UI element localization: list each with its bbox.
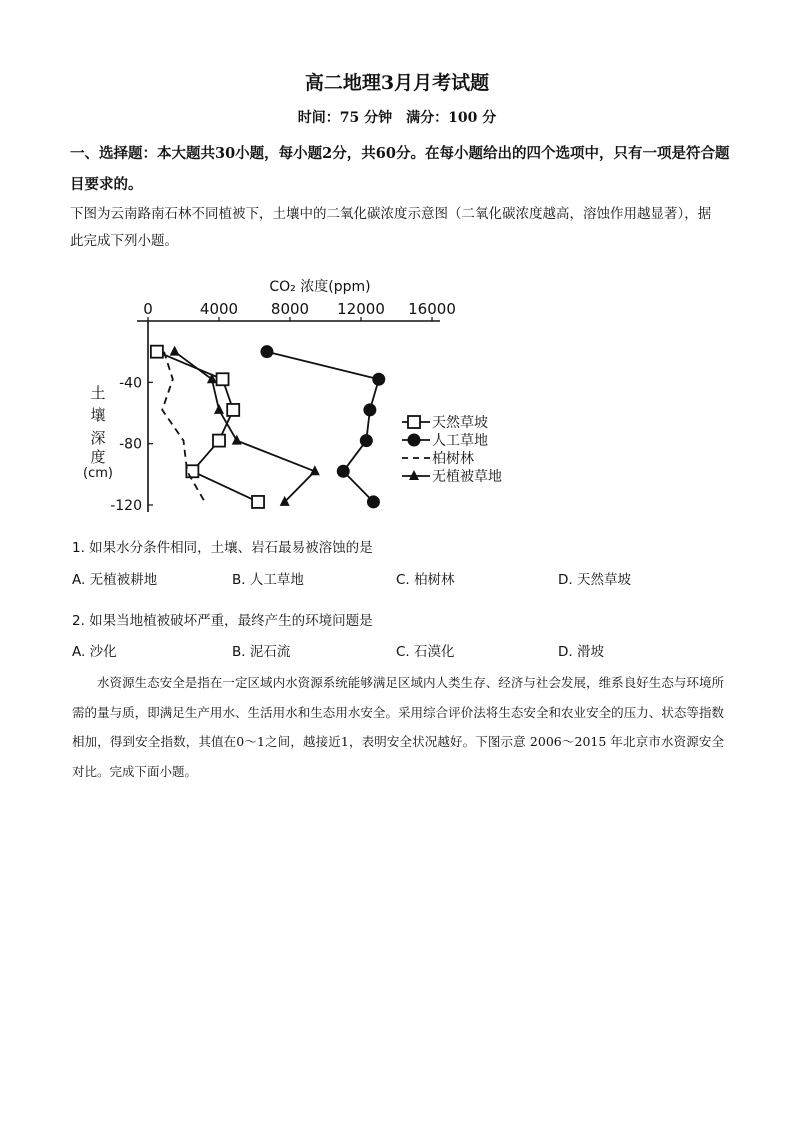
q1-option-d[interactable]: D. 天然草坡 (558, 572, 631, 588)
square-marker (213, 435, 225, 447)
circle-marker (363, 403, 376, 416)
legend-label: 柏树林 (432, 451, 474, 467)
x-tick-label: 0 (143, 300, 153, 318)
legend-label: 人工草地 (432, 433, 488, 449)
q1-option-c[interactable]: C. 柏树林 (396, 572, 455, 588)
co2-chart (72, 268, 528, 520)
q2-option-b[interactable]: B. 泥石流 (232, 644, 291, 660)
y-axis-label-char: 度 (90, 448, 106, 466)
y-axis-label-char: 土 (90, 384, 106, 402)
legend-label: 无植被草地 (432, 469, 502, 485)
page-title: 高二地理3月月考试题 (304, 72, 490, 94)
legend-item (402, 415, 488, 431)
circle-marker (372, 373, 385, 386)
circle-marker (408, 434, 421, 447)
circle-marker (367, 495, 380, 508)
circle-marker (337, 465, 350, 478)
y-axis-label-char: (cm) (83, 466, 113, 481)
reading-passage: 水资源生态安全是指在一定区域内水资源系统能够满足区域内人类生存、经济与社会发展，维系良好生态与环境所需的量与质，即满足生产用水、生活用水和生态用水安全。采用综合评价法将生态安全和农业安全的压力、状态等指数相加，得到安全指数，其值在0～1之间，越接近1，表明安全状况越好。下图示意 2006～2015 年北京市水资源安全对比。完成下面小题。 (72, 675, 724, 779)
square-marker (227, 404, 239, 416)
exam-time-score: 时间：75 分钟 满分：100 分 (297, 110, 497, 126)
question-1-stem: 1. 如果水分条件相同，土壤、岩石最易被溶蚀的是 (72, 540, 373, 556)
section-heading: 一、选择题：本大题共30小题，每小题2分，共60分。在每小题给出的四个选项中，只有一项是符合题目要求的。 (70, 145, 730, 193)
y-tick-label: -120 (110, 498, 142, 514)
legend-label: 天然草坡 (432, 415, 488, 431)
q2-option-d[interactable]: D. 滑坡 (558, 644, 604, 660)
question-2-stem: 2. 如果当地植被破坏严重，最终产生的环境问题是 (72, 613, 373, 629)
square-marker (217, 373, 229, 385)
x-tick-label: 8000 (270, 300, 310, 318)
square-marker (151, 346, 163, 358)
q2-option-c[interactable]: C. 石漠化 (396, 644, 455, 660)
x-tick-label: 16000 (408, 300, 456, 318)
y-axis-label-char: 壤 (90, 406, 106, 424)
q1-option-b[interactable]: B. 人工草地 (232, 572, 304, 588)
question-intro: 下图为云南路南石林不同植被下，土壤中的二氧化碳浓度示意图（二氧化碳浓度越高，溶蚀作用越显著），据此完成下列小题。 (70, 206, 712, 249)
y-tick-label: -80 (119, 436, 142, 453)
circle-marker (260, 345, 273, 358)
square-marker (186, 465, 198, 477)
x-tick-label: 4000 (199, 300, 239, 318)
chart-title: CO₂ 浓度(ppm) (269, 279, 371, 295)
q2-option-a[interactable]: A. 沙化 (72, 644, 117, 660)
circle-marker (360, 434, 373, 447)
y-tick-label: -40 (119, 375, 142, 392)
square-marker (408, 416, 420, 428)
y-axis-label-char: 深 (90, 429, 106, 447)
q1-option-a[interactable]: A. 无植被耕地 (72, 572, 158, 588)
x-tick-label: 12000 (337, 300, 385, 318)
square-marker (252, 496, 264, 508)
co2-chart-svg (72, 268, 528, 520)
